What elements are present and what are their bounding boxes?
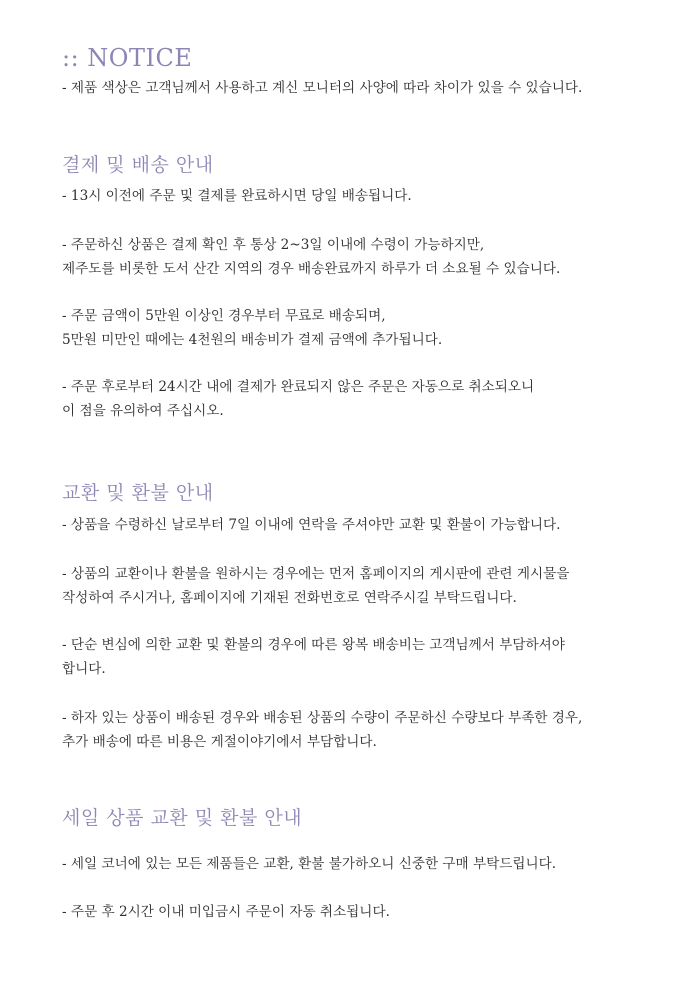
- section-title-payment-shipping: 결제 및 배송 안내: [62, 154, 214, 176]
- paragraph-line: - 주문 후 2시간 이내 미입금시 주문이 자동 취소됩니다.: [62, 904, 390, 920]
- paragraph-line: 이 점을 유의하여 주십시오.: [62, 403, 224, 419]
- paragraph: [62, 184, 412, 208]
- paragraph-line: 추가 배송에 따른 비용은 게절이야기에서 부담합니다.: [62, 734, 377, 750]
- paragraph: [62, 562, 569, 610]
- paragraph: [62, 304, 442, 352]
- paragraph-line: - 주문 금액이 5만원 이상인 경우부터 무료로 배송되며,: [62, 308, 386, 324]
- paragraph-line: - 하자 있는 상품이 배송된 경우와 배송된 상품의 수량이 주문하신 수량보다 부족한 경우,: [62, 710, 583, 726]
- paragraph: [62, 900, 390, 924]
- paragraph-line: 5만원 미만인 때에는 4천원의 배송비가 결제 금액에 추가됩니다.: [62, 332, 443, 348]
- section-title-exchange-refund: 교환 및 환불 안내: [62, 482, 214, 504]
- paragraph-line: 합니다.: [62, 661, 106, 677]
- notice-text: - 제품 색상은 고객님께서 사용하고 계신 모니터의 사양에 따라 차이가 있을 수 있습니다.: [62, 80, 583, 96]
- paragraph-line: 작성하여 주시거나, 홈페이지에 기재된 전화번호로 연락주시길 부탁드립니다.: [62, 590, 517, 606]
- paragraph: [62, 633, 565, 681]
- paragraph-line: - 상품을 수령하신 날로부터 7일 이내에 연락을 주셔야만 교환 및 환불이 가능합니다.: [62, 517, 561, 533]
- notice-title: :: NOTICE: [62, 44, 193, 72]
- paragraph-line: - 상품의 교환이나 환불을 원하시는 경우에는 먼저 홈페이지의 게시판에 관련 게시물을: [62, 566, 570, 582]
- paragraph-line: - 13시 이전에 주문 및 결제를 완료하시면 당일 배송됩니다.: [62, 188, 412, 204]
- section-title-sale-exchange-refund: 세일 상품 교환 및 환불 안내: [62, 807, 303, 829]
- paragraph: [62, 513, 560, 537]
- paragraph-line: 제주도를 비롯한 도서 산간 지역의 경우 배송완료까지 하루가 더 소요될 수 있습니다.: [62, 261, 561, 277]
- paragraph-line: - 단순 변심에 의한 교환 및 환불의 경우에 따른 왕복 배송비는 고객님께서 부담하셔야: [62, 637, 565, 653]
- paragraph: [62, 233, 560, 281]
- paragraph: [62, 706, 582, 754]
- paragraph-line: - 세일 코너에 있는 모든 제품들은 교환, 환불 불가하오니 신중한 구매 부탁드립니다.: [62, 856, 557, 872]
- paragraph: [62, 852, 556, 876]
- paragraph-line: - 주문하신 상품은 결제 확인 후 통상 2~3일 이내에 수령이 가능하지만,: [62, 237, 485, 253]
- paragraph: [62, 375, 534, 423]
- paragraph-line: - 주문 후로부터 24시간 내에 결제가 완료되지 않은 주문은 자동으로 취소되오니: [62, 379, 535, 395]
